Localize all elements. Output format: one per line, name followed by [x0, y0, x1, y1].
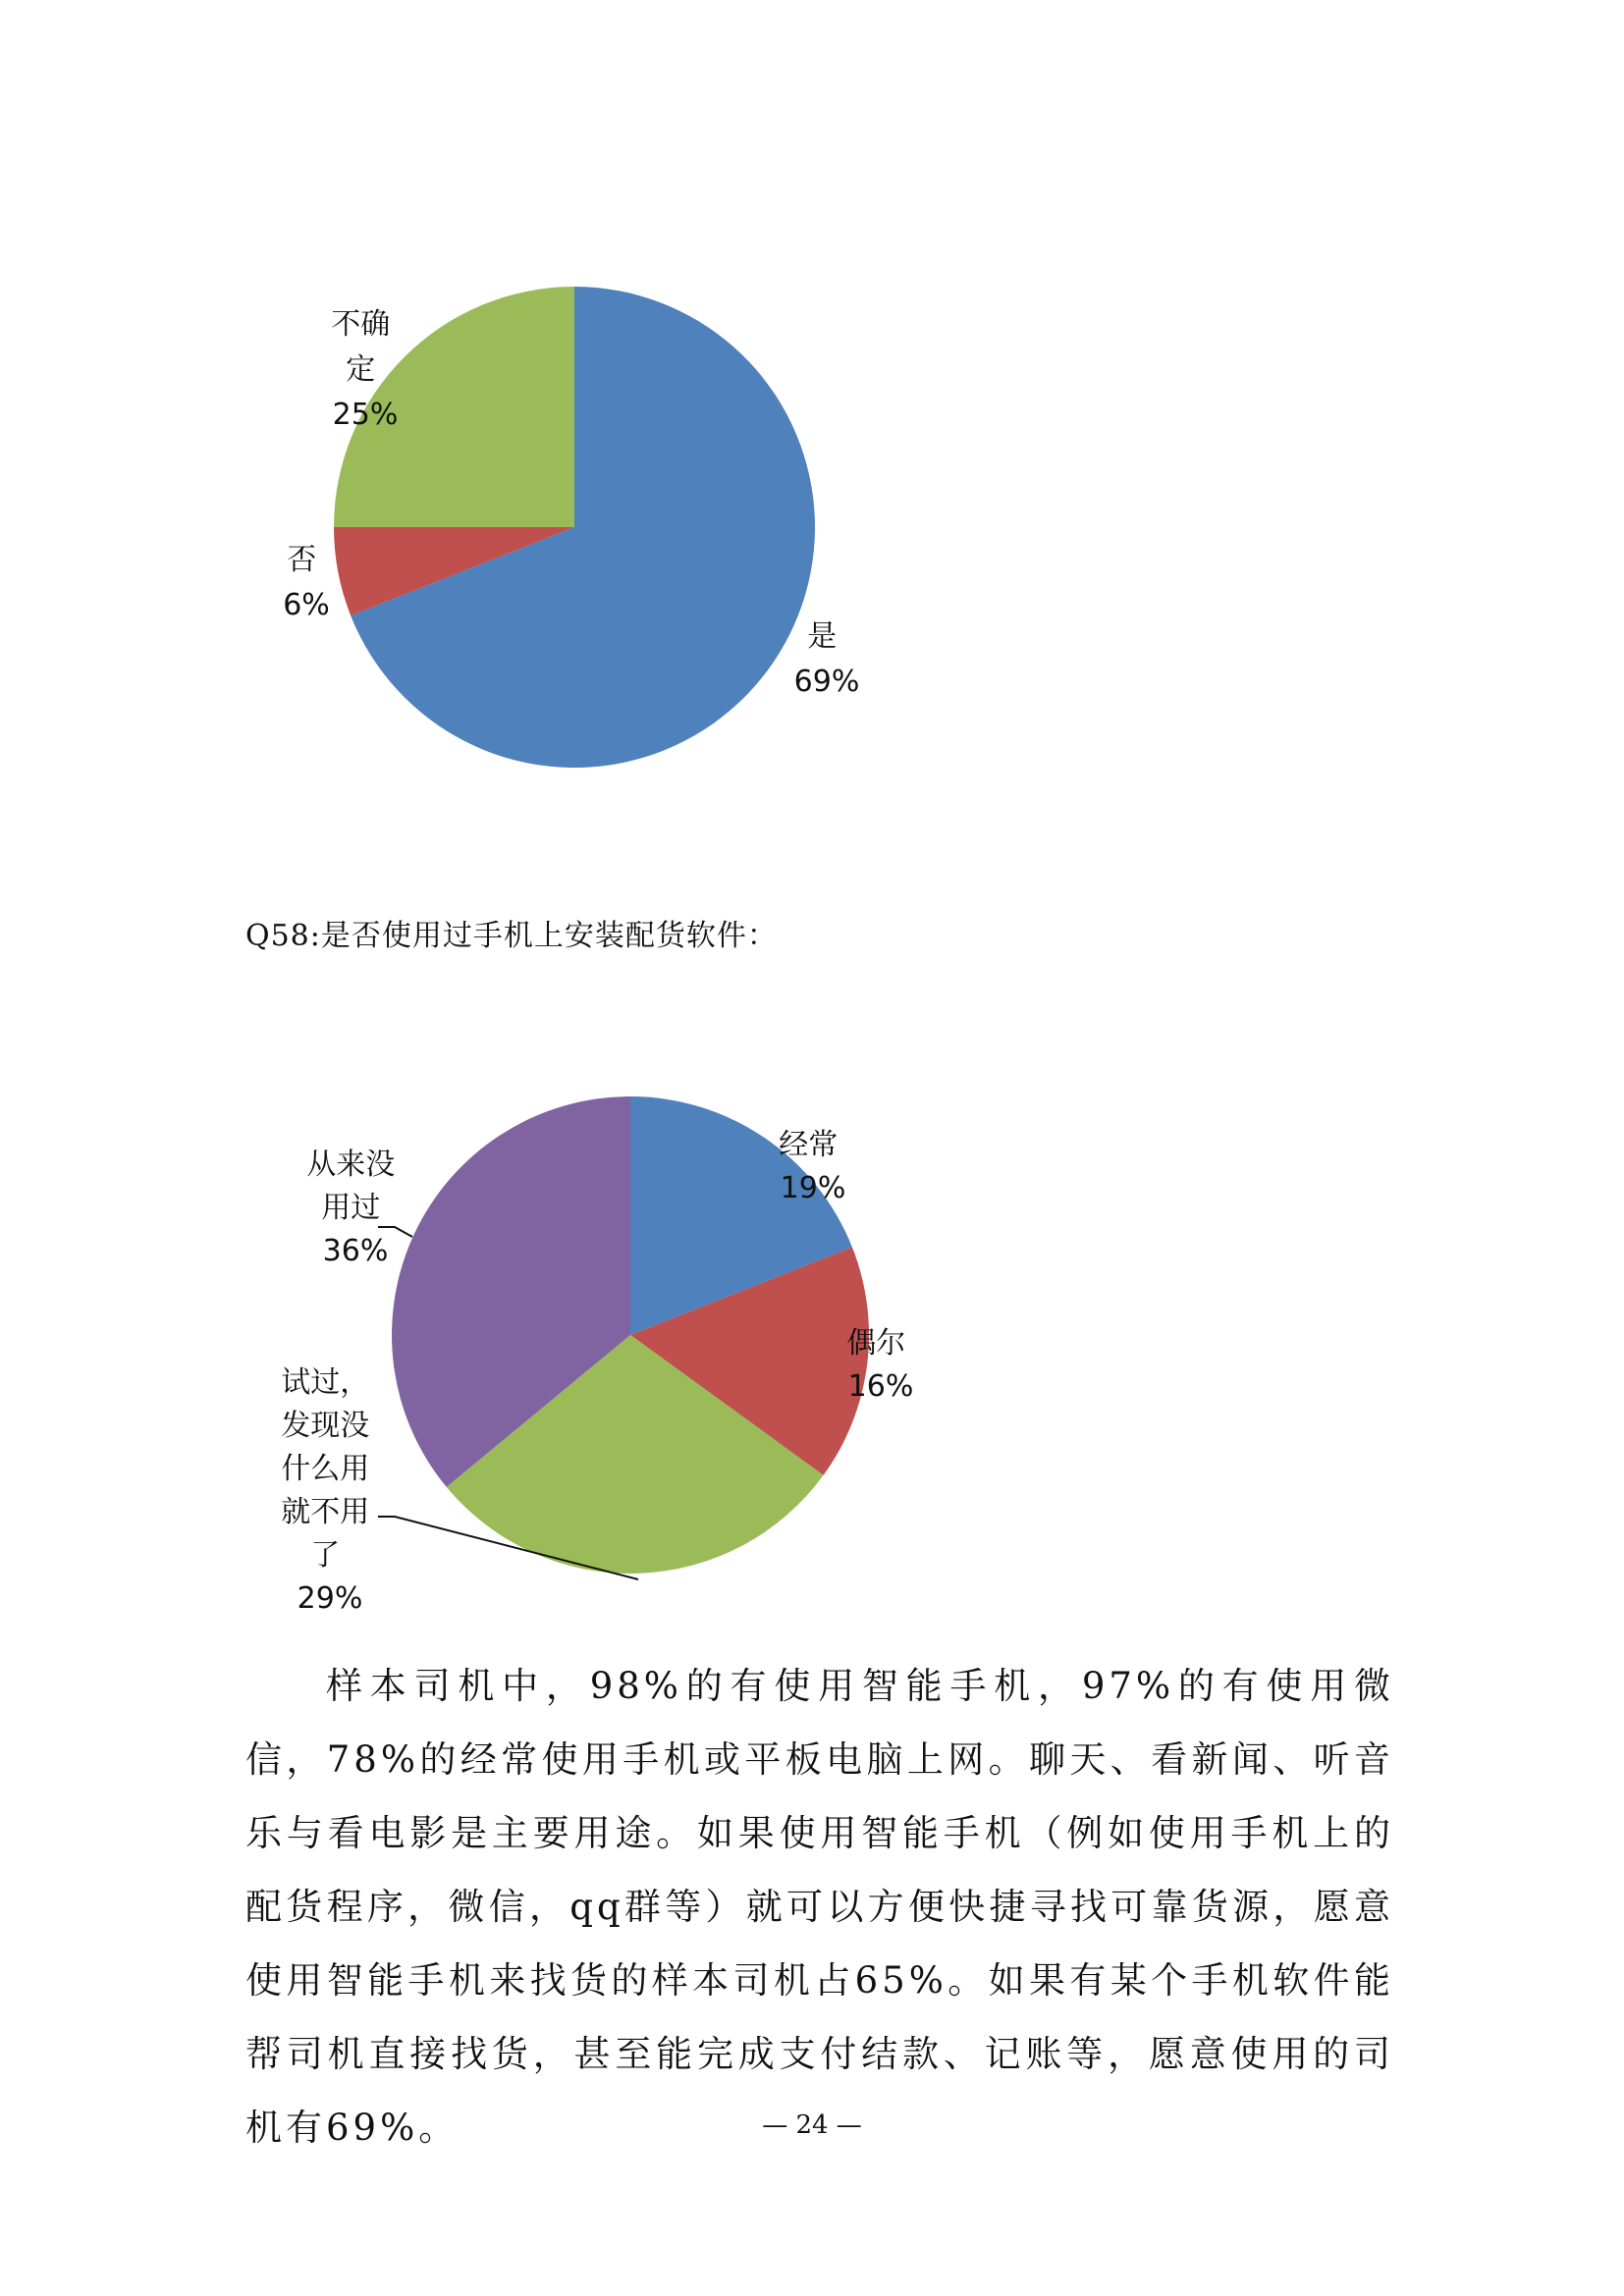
label-unsure	[331, 307, 400, 432]
pie-chart-1	[334, 287, 815, 768]
label-tried-value: 29%	[297, 1581, 363, 1616]
label-tried-name-3: 什么用	[281, 1452, 370, 1486]
label-tried-name-1: 试过，	[281, 1365, 370, 1400]
label-never-name-1: 从来没	[306, 1148, 396, 1182]
label-yes-name: 是	[807, 619, 838, 654]
pie-chart-2	[392, 1096, 869, 1574]
label-unsure-name-1: 不确	[331, 307, 391, 342]
summary-text: 样本司机中，98%的有使用智能手机，97%的有使用微信，78%的经常使用手机或平板电脑上网。聊天、看新闻、听音乐与看电影是主要用途。如果使用智能手机（例如使用手机上的配货程序，微信，qq群等）就可以方便快捷寻找可靠货源，愿意使用智能手机来找货的样本司机占65%。如果有某个手机软件能帮司机直接找货，甚至能完成支付结款、记账等，愿意使用的司机有69%。	[245, 1665, 1394, 2149]
label-no-value: 6%	[283, 588, 330, 622]
label-no-name: 否	[287, 543, 317, 577]
label-never-value: 36%	[322, 1234, 389, 1268]
label-tried-name-5: 了	[310, 1538, 341, 1573]
label-yes	[794, 619, 860, 699]
page-number: — 24 —	[762, 2110, 862, 2140]
label-tried-name-2: 发现没	[281, 1409, 370, 1443]
label-often-value: 19%	[780, 1171, 846, 1205]
label-sometimes-value: 16%	[847, 1369, 914, 1404]
label-no	[283, 543, 330, 622]
label-yes-value: 69%	[793, 665, 860, 699]
label-never	[306, 1148, 405, 1268]
label-never-name-2: 用过	[321, 1191, 381, 1225]
label-tried	[281, 1365, 379, 1616]
label-unsure-name-2: 定	[346, 352, 376, 387]
label-tried-name-4: 就不用	[281, 1495, 370, 1529]
label-sometimes-name: 偶尔	[846, 1326, 906, 1361]
label-unsure-value: 25%	[332, 398, 399, 432]
question-title: Q58:是否使用过手机上安装配货软件：	[245, 919, 778, 953]
summary-paragraph	[245, 1649, 1394, 2164]
label-often-name: 经常	[779, 1128, 839, 1162]
